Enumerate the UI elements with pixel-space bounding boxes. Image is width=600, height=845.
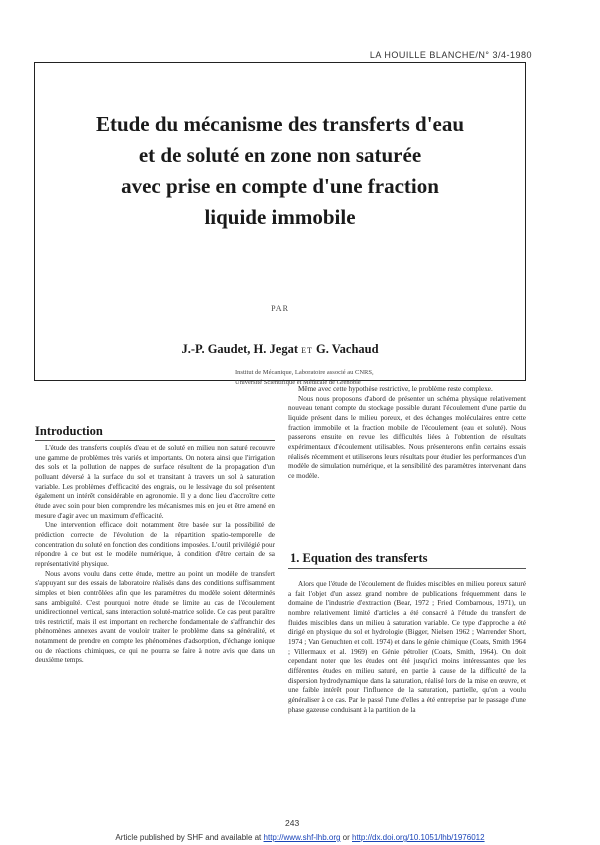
paragraph: Une intervention efficace doit notamment être basée sur la possibilité de prédiction correcte de l'évolution de la répartition spatio-temporelle de concentration du soluté en fonction des conditions imposées. L'outil privilégié pour répondre à ce but est le modèle numérique, à condition d'être certain de sa représentativité physique. <box>35 521 275 568</box>
section-heading-equation: 1. Equation des transferts <box>290 551 428 565</box>
author-names-1: J.-P. Gaudet, H. Jegat <box>181 342 298 356</box>
footer-prefix: Article published by SHF and available at <box>115 833 264 842</box>
author-conjunction: ET <box>301 346 313 355</box>
article-title <box>35 109 525 233</box>
page-number: 243 <box>285 818 300 828</box>
footer-link-doi[interactable]: http://dx.doi.org/10.1051/lhb/1976012 <box>352 833 485 842</box>
affiliation-line: Institut de Mécanique, Laboratoire associé au CNRS, <box>235 369 374 376</box>
paragraph: Nous avons voulu dans cette étude, mettre au point un modèle de transfert s'appuyant sur des essais de laboratoire réalisés dans des conditions suffisamment simples et bien contrôlées afin que les paramètres du modèle soient déterminés sans ambiguïté. C'est pourquoi notre étude se limite au cas de l'écoulement unidirectionnel vertical, sans interaction soluté-matrice solide. Ce cas peut paraître très restrictif, mais il est important en recherche fondamentale de s'affranchir des phénomènes annexes avant de vouloir traiter le problème dans sa généralité, et notamment de prendre en compte les phénomènes d'adsorption, d'échange ionique ou de réactions chimiques, ce qui ne pourra se faire à notre avis que dans un deuxième temps. <box>35 569 275 665</box>
affiliation-line: Université Scientifique et Médicale de Grenoble <box>235 379 361 386</box>
title-line: et de soluté en zone non saturée <box>138 143 422 167</box>
footer-middle: or <box>340 833 352 842</box>
section-rule <box>35 440 275 441</box>
paragraph: Même avec cette hypothèse restrictive, le problème reste complexe. <box>298 385 493 393</box>
right-column-top <box>288 385 526 482</box>
title-box <box>34 62 526 386</box>
title-line: avec prise en compte d'une fraction <box>121 174 439 198</box>
section-rule <box>288 568 526 569</box>
paragraph: Alors que l'étude de l'écoulement de fluides miscibles en milieu poreux saturé a fait l'objet d'un assez grand nombre de publications fréquemment dans le domaine de l'industrie d'extraction (Bear, 1972 ; Fried Combarnous, 1971), un nombre relativement limité d'articles a été consacré à l'étude du transfert de fluides miscibles dans un milieu à saturation variable. Ce type d'approche a été dirigé en physique du sol et hydrologie (Bigger, Nielsen 1962 ; Warrender Short, 1974 ; Van Genuchten et coll. 1974) et dans le génie chimique (Coats, Smith 1964 ; Villermaux et al. 1969) en Génie pétrolier (Coats, Smith, 1964). On doit cependant noter que les études ont été jusqu'ici moins intéressantes que les différentes études en milieu saturé, en partie à cause de la difficulté de la dispersion hydrodynamique dans la saturation, réalisé lors de la mise en œuvre, et une faible intérêt pour l'influence de la saturation, partielle, qu'on a voulu généraliser à ce cas. Par le passé l'une d'elles a été entreprise par le passage d'une phase gazeuse conduisant à la partition de la <box>288 580 526 714</box>
author-names-2: G. Vachaud <box>316 342 379 356</box>
right-column-bottom <box>288 580 526 715</box>
par-label: PAR <box>271 304 289 313</box>
footer-link-shf[interactable]: http://www.shf-lhb.org <box>263 833 341 842</box>
left-column <box>35 444 275 666</box>
authors <box>35 342 525 357</box>
paragraph: L'étude des transferts couplés d'eau et de soluté en milieu non saturé recouvre une gamme de problèmes très variés et importants. On notera ainsi que l'irrigation des sols et la pollution de nappes de surface résultent de la propagation d'un polluant déversé à la surface du sol et transitant à travers un sol à saturation variable. Les problèmes d'efficacité des engrais, ou le lessivage du sol présentent également un intérêt considérable en agronomie. Il y a donc lieu d'accroître cette étude avec soin pour bien comprendre les mécanismes mis en jeu et être amené en mesure d'agir avec un maximum d'efficacité. <box>35 444 275 520</box>
running-head: LA HOUILLE BLANCHE/N° 3/4-1980 <box>369 50 532 60</box>
title-line: liquide immobile <box>204 205 356 229</box>
title-line: Etude du mécanisme des transferts d'eau <box>95 112 465 136</box>
paragraph: Nous nous proposons d'abord de présenter un schéma physique relativement nouveau tenant compte du stockage possible durant l'écoulement d'une partie du liquide présent dans le milieu poreux, et des échanges moléculaires entre cette fraction immobile et la fraction mobile de l'écoulement (eau et soluté). Nous passerons ensuite en revue les difficultés liées à l'obtention de résultats expérimentaux d'écoulement utilisables. Nous présenterons enfin certains essais réalisés récemment et utiliserons leurs résultats pour étudier les performances d'un modèle de simulation numérique, et la sensibilité des paramètres intervenant dans ce modèle. <box>288 394 526 480</box>
section-heading-introduction: Introduction <box>35 424 103 438</box>
footer-citation <box>0 833 600 842</box>
